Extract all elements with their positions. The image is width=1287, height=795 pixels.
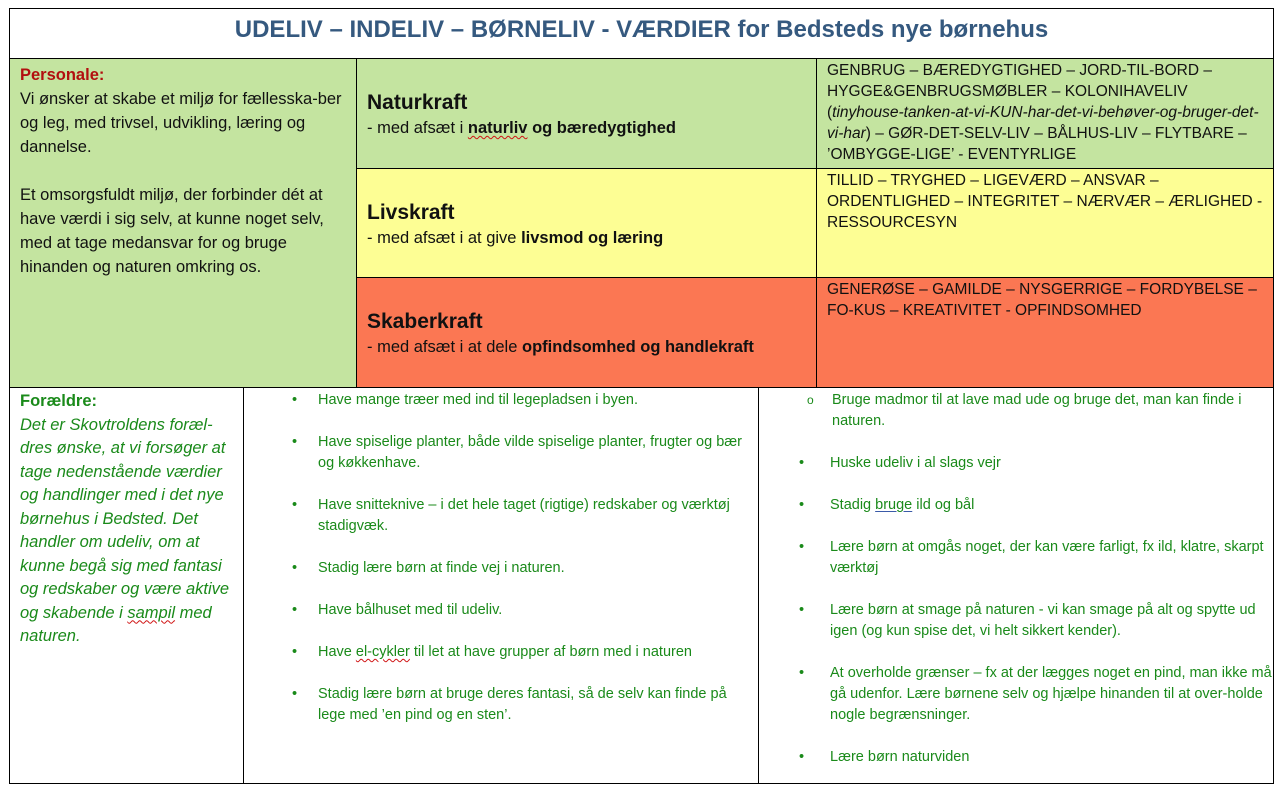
actions-list-col2 [243,387,759,784]
naturkraft-subtitle: - med afsæt i naturliv og bæredygtighed [367,119,676,137]
foraeldre-label: Forældre: [20,392,98,410]
list-item: • Stadig lære børn at bruge deres fantasi, så de selv kan finde på lege med ’en pind og en sten’. [292,686,727,723]
personale-paragraph-1: Vi ønsker at skabe et miljø for fællesska-ber og leg, med trivsel, udvikling, læring og dannelse. [20,90,342,156]
list-item: • Stadig lære børn at finde vej i naturen. [292,560,565,576]
naturkraft-title: Naturkraft [367,91,468,114]
livskraft-values: TILLID – TRYGHED – LIGEVÆRD – ANSVAR – ORDENTLIGHED – INTEGRITET – NÆRVÆR – ÆRLIGHED - RESSOURCESYN [816,168,1274,278]
list-item: • Lære børn at smage på naturen - vi kan smage på alt og spytte ud igen (og kun spise det, vi helt sikkert kender). [799,602,1256,639]
personale-cell [9,58,357,388]
skaberkraft-cell [356,277,817,388]
page-title: UDELIV – INDELIV – BØRNELIV - VÆRDIER for Bedsteds nye børnehus [9,8,1274,59]
list-item: • At overholde grænser – fx at der lægges noget en pind, man ikke må gå udenfor. Lære børnene selv og hjælpe hinanden til at over-holde nogle begrænsninger. [799,665,1272,723]
personale-paragraph-2: Et omsorgsfuldt miljø, der forbinder dét at have værdi i sig selv, at kunne noget selv, med at tage medansvar for og bruge hinanden og naturen omkring os. [20,186,324,276]
list-item: • Huske udeliv i al slags vejr [799,455,1001,471]
list-item: • Lære børn at omgås noget, der kan være farligt, fx ild, klatre, skarpt værktøj [799,539,1264,576]
list-item: • Have spiselige planter, både vilde spiselige planter, frugter og bær og køkkenhave. [292,434,742,471]
naturkraft-values: GENBRUG – BÆREDYGTIGHED – JORD-TIL-BORD – HYGGE&GENBRUGSMØBLER – KOLONIHAVELIV (tinyhouse-tanken-at-vi-KUN-har-det-vi-behøver-og-bruger-det-vi-har) – GØR-DET-SELV-LIV – BÅLHUS-LIV – FLYTBARE – ’OMBYGGE-LIGE’ - EVENTYRLIGE [816,58,1274,169]
list-item: • Have bålhuset med til udeliv. [292,602,503,618]
list-item: • Have el-cykler til let at have grupper af børn med i naturen [292,644,692,660]
actions-list-col3 [758,387,1274,784]
list-item: • Stadig bruge ild og bål [799,497,975,513]
list-item: • Have snitteknive – i det hele taget (rigtige) redskaber og værktøj stadigvæk. [292,497,730,534]
foraeldre-cell [9,387,244,784]
skaberkraft-title: Skaberkraft [367,310,483,333]
list-item-sub: o Bruge madmor til at lave mad ude og bruge det, man kan finde i naturen. [807,392,1242,429]
livskraft-cell [356,168,817,278]
livskraft-subtitle: - med afsæt i at give livsmod og læring [367,229,664,247]
naturkraft-cell [356,58,817,169]
skaberkraft-values: GENERØSE – GAMILDE – NYSGERRIGE – FORDYBELSE – FO-KUS – KREATIVITET - OPFINDSOMHED [816,277,1274,388]
livskraft-title: Livskraft [367,201,455,224]
list-item: • Have mange træer med ind til legepladsen i byen. [292,392,638,408]
personale-label: Personale: [20,66,105,84]
skaberkraft-subtitle: - med afsæt i at dele opfindsomhed og handlekraft [367,338,754,356]
foraeldre-text: Det er Skovtroldens foræl-dres ønske, at vi forsøger at tage nedenstående værdier og handlinger med i det nye børnehus i Bedsted. Det handler om udeliv, om at kunne begå sig med fantasi og redskaber og være aktive og skabende i sampil med naturen. [20,415,230,645]
list-item: • Lære børn naturviden [799,749,970,765]
